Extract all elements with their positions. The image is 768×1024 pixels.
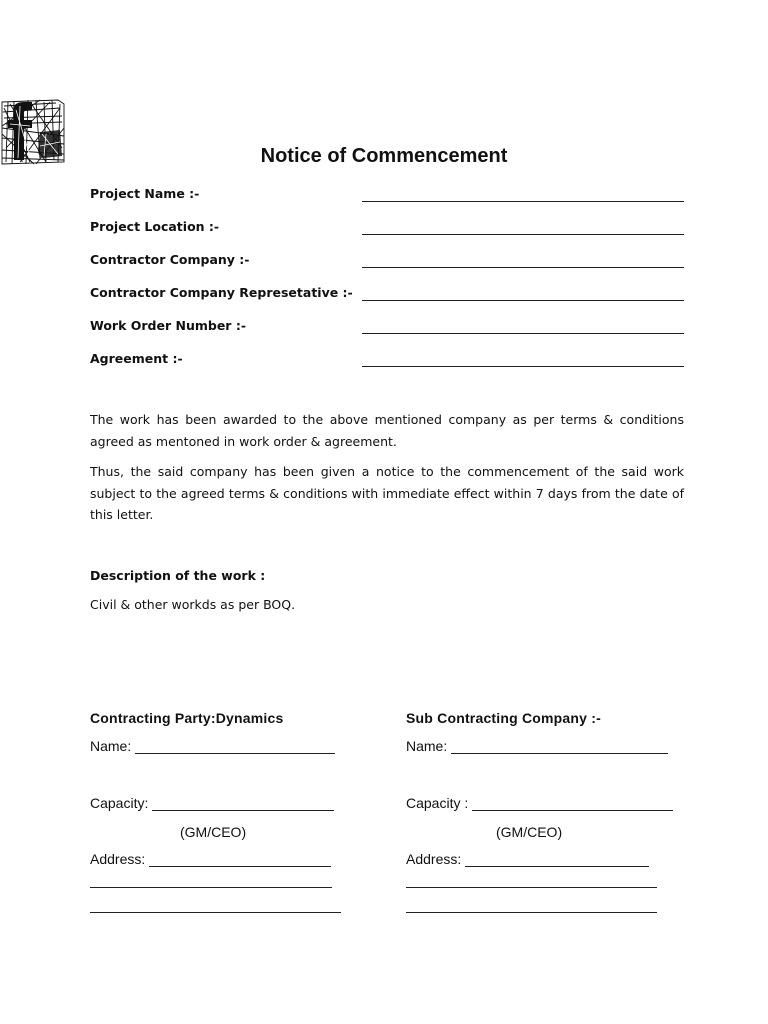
address-blank-line[interactable]	[465, 851, 649, 867]
address-label: Address:	[90, 851, 146, 867]
address-blank-line-3[interactable]	[90, 897, 341, 913]
signature-name-row	[90, 738, 335, 756]
field-agreement	[90, 351, 684, 371]
capacity-note: (GM/CEO)	[496, 824, 563, 840]
signature-heading: Contracting Party:Dynamics	[90, 710, 284, 726]
signature-address-row	[90, 851, 331, 869]
address-blank-line[interactable]	[149, 851, 331, 867]
field-label: Work Order Number :-	[90, 318, 247, 333]
field-label: Project Location :-	[90, 219, 220, 234]
field-project-location	[90, 219, 684, 239]
address-blank-line-3[interactable]	[406, 897, 657, 913]
signature-address-row	[406, 851, 649, 869]
document-title: Notice of Commencement	[260, 145, 508, 167]
field-project-name	[90, 186, 684, 206]
signature-heading: Sub Contracting Company :-	[406, 710, 601, 726]
capacity-label: Capacity :	[406, 795, 469, 811]
description-body: Civil & other workds as per BOQ.	[90, 597, 296, 612]
address-extra-line	[406, 897, 657, 915]
field-label: Project Name :-	[90, 186, 200, 201]
capacity-blank-line[interactable]	[152, 795, 334, 811]
name-label: Name:	[90, 738, 132, 754]
name-blank-line[interactable]	[451, 738, 668, 754]
address-blank-line-2[interactable]	[90, 872, 332, 888]
address-extra-line	[90, 872, 332, 890]
field-blank-line[interactable]	[362, 201, 684, 202]
field-blank-line[interactable]	[362, 267, 684, 268]
name-label: Name:	[406, 738, 448, 754]
capacity-label: Capacity:	[90, 795, 149, 811]
signature-capacity-row	[90, 795, 334, 813]
signature-capacity-row	[406, 795, 673, 813]
field-blank-line[interactable]	[362, 366, 684, 367]
field-blank-line[interactable]	[362, 234, 684, 235]
description-heading: Description of the work :	[90, 568, 266, 583]
address-label: Address:	[406, 851, 462, 867]
address-extra-line	[90, 897, 341, 915]
field-blank-line[interactable]	[362, 300, 684, 301]
field-blank-line[interactable]	[362, 333, 684, 334]
body-paragraph-award: The work has been awarded to the above mentioned company as per terms & conditions agreed as mentoned in work order & agreement.	[90, 412, 684, 449]
body-paragraph-notice: Thus, the said company has been given a notice to the commencement of the said work subject to the agreed terms & conditions with immediate effect within 7 days from the date of this letter.	[90, 464, 684, 522]
capacity-blank-line[interactable]	[472, 795, 673, 811]
capacity-note: (GM/CEO)	[180, 824, 247, 840]
field-contractor-representative	[90, 285, 684, 305]
field-label: Contractor Company :-	[90, 252, 250, 267]
signature-name-row	[406, 738, 668, 756]
address-blank-line-2[interactable]	[406, 872, 657, 888]
field-work-order-number	[90, 318, 684, 338]
name-blank-line[interactable]	[135, 738, 335, 754]
field-contractor-company	[90, 252, 684, 272]
field-label: Agreement :-	[90, 351, 183, 366]
field-label: Contractor Company Represetative :-	[90, 285, 353, 300]
address-extra-line	[406, 872, 657, 890]
